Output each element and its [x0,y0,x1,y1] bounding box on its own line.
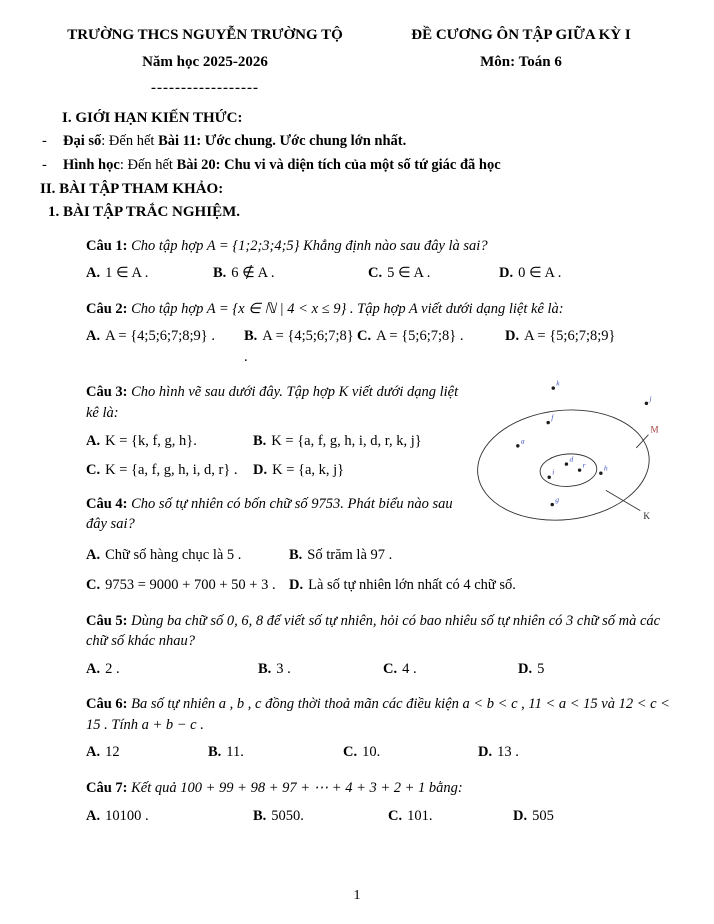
inner-set-ellipse [539,452,598,488]
question-6-options [86,742,672,763]
question-3-options [86,431,474,481]
venn-point-label-h: h [603,464,608,474]
venn-points-layer [516,379,651,507]
option-a: A. A = {4;5;6;7;8;9} . [86,328,216,345]
venn-point-label-i: i [552,468,555,478]
document-header [40,26,672,106]
option-a: A. 10100 . [86,807,149,824]
venn-point-i [547,476,550,479]
venn-point-d [565,463,568,466]
question-7-options [86,806,672,827]
scope-item-text: Hình học: Đến hết Bài 20: Chu vi và diện tích của một số tứ giác đã học [63,156,501,173]
option-b: B. 3 . [258,660,291,677]
question-2-text: Câu 2: Cho tập hợp A = {x ∈ ℕ | 4 < x ≤ 9} . Tập hợp A viết dưới dạng liệt kê là: [86,300,564,317]
venn-point-r [578,469,581,472]
option-a: A. 12 [86,744,120,761]
option-a: A. K = {k, f, g, h}. [86,432,197,449]
header-right [370,26,672,106]
venn-point-label-f: f [551,413,554,423]
dash-bullet: - [42,156,47,173]
venn-point-label-r: r [582,461,586,471]
page-number: 1 [353,888,361,903]
question-6 [86,694,672,763]
option-d: D. K = {a, k, j} [253,462,345,479]
option-c: C. 10. [343,744,381,761]
question-1-text: Câu 1: Cho tập hợp A = {1;2;3;4;5} Khẳng định nào sau đây là sai? [86,237,488,254]
venn-point-label-a: a [520,436,525,446]
option-c: C. 5 ∈ A . [368,265,431,282]
venn-diagram [474,376,672,538]
question-1-options [86,263,672,284]
option-d: D. 13 . [478,744,519,761]
venn-point-h [599,472,602,475]
inner-set-label: K [643,511,650,522]
scope-item-algebra [42,133,672,150]
venn-point-k [552,387,555,390]
school-year: Năm học 2025-2026 [142,53,268,70]
question-5-options [86,659,672,680]
header-left [40,26,370,106]
option-a: A. Chữ số hàng chục là 5 . [86,547,242,564]
option-b: B. A = {4;5;6;7;8} . [244,328,354,365]
question-5 [86,611,672,680]
venn-point-label-k: k [556,379,560,389]
option-b: B. 6 ∉ A . [213,265,275,282]
option-c: C. A = {5;6;7;8} . [357,328,464,345]
option-d: D. 0 ∈ A . [499,265,562,282]
question-4-intro [86,494,474,535]
venn-point-j [645,402,648,405]
venn-point-label-g: g [555,495,560,505]
question-2-options [86,326,672,367]
option-b: B. 5050. [253,807,304,824]
option-c: C. 101. [388,807,433,824]
dash-bullet: - [42,132,47,149]
scope-item-geometry [42,157,672,174]
school-name: TRƯỜNG THCS NGUYỄN TRƯỜNG TỘ [67,27,343,43]
option-d: D. 505 [513,807,554,824]
document-title: ĐỀ CƯƠNG ÔN TẬP GIỮA KỲ I [411,27,631,43]
venn-point-a [516,445,519,448]
option-d: D. Là số tự nhiên lớn nhất có 4 chữ số. [289,576,516,593]
question-5-text: Câu 5: Dùng ba chữ số 0, 6, 8 để viết số tự nhiên, hỏi có bao nhiêu số tự nhiên có 3 chữ số mà các chữ số khác nhau? [86,612,661,650]
question-3-text: Câu 3: Cho hình vẽ sau dưới đây. Tập hợp K viết dưới dạng liệt kê là: [86,384,459,421]
section-heading-1: I. GIỚI HẠN KIẾN THỨC: [62,109,243,126]
venn-svg [474,376,672,538]
option-c: C. K = {a, f, g, h, i, d, r} . [86,462,238,479]
question-3-column [86,382,474,534]
option-d: D. A = {5;6;7;8;9} [505,328,616,345]
option-d: D. 5 [518,660,545,677]
venn-point-label-j: j [649,394,652,404]
question-4-options [86,545,672,595]
question-4-text: Câu 4: Cho số tự nhiên có bốn chữ số 9753. Phát biểu nào sau đây sai? [86,495,453,533]
question-2 [86,299,672,368]
option-a: A. 1 ∈ A . [86,265,149,282]
question-3 [86,382,474,480]
venn-point-g [551,503,554,506]
option-b: B. K = {a, f, g, h, i, d, r, k, j} [253,432,422,449]
question-1 [86,236,672,284]
outer-set-label: M [650,425,659,436]
question-6-text: Câu 6: Ba số tự nhiên a , b , c đồng thời thoả mãn các điều kiện a < b < c , 11 < a < 15 và 12 < c < 15 . Tính a + b − c . [86,696,670,733]
subject-name: Môn: Toán 6 [480,53,562,70]
scope-item-text: Đại số: Đến hết Bài 11: Ước chung. Ước chung lớn nhất. [63,132,407,149]
venn-point-label-d: d [569,454,574,464]
question-7-text: Câu 7: Kết quả 100 + 99 + 98 + 97 + ⋯ + 4 + 3 + 2 + 1 bằng: [86,780,463,797]
question-4-options-block [86,545,672,595]
option-c: C. 9753 = 9000 + 700 + 50 + 3 . [86,576,276,593]
header-divider: ------------------ [151,80,259,96]
venn-point-f [546,421,549,424]
subsection-heading: 1. BÀI TẬP TRẮC NGHIỆM. [48,203,240,220]
option-b: B. Số trăm là 97 . [289,547,393,564]
outer-set-ellipse [474,402,655,529]
option-c: C. 4 . [383,660,417,677]
section-heading-2: II. BÀI TẬP THAM KHẢO: [40,180,224,197]
question-3-4-block [86,379,672,538]
question-7 [86,778,672,826]
option-a: A. 2 . [86,660,120,677]
option-b: B. 11. [208,744,244,761]
